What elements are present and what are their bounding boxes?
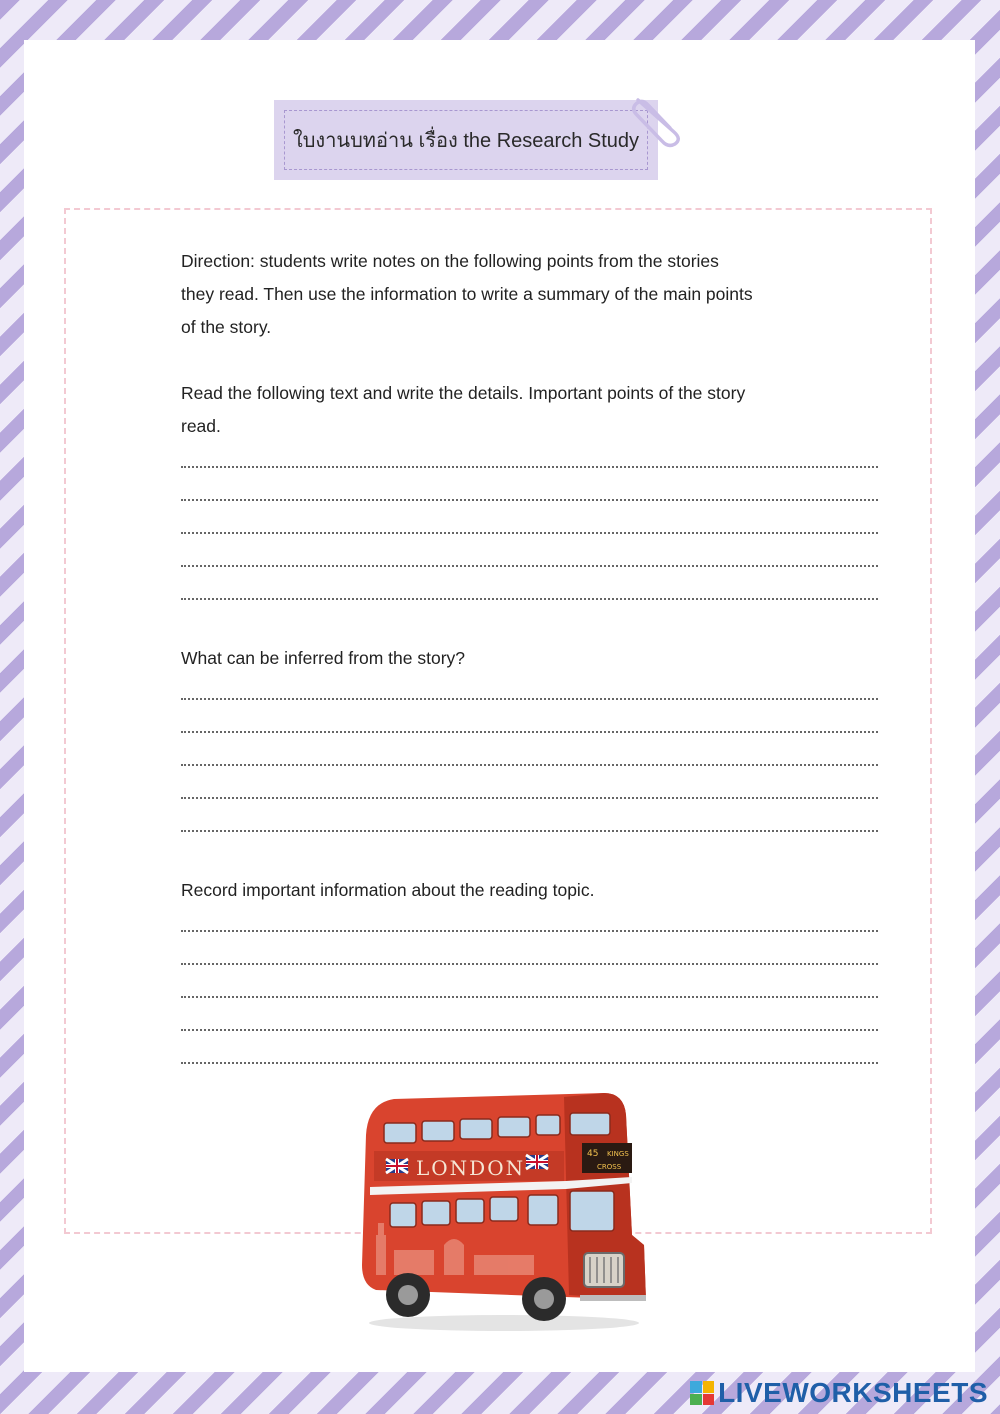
- paperclip-icon: [630, 92, 690, 148]
- section-1-prompt: Read the following text and write the details. Important points of the story: [181, 383, 746, 403]
- answer-line[interactable]: [181, 942, 878, 975]
- section-2-answer-lines: [181, 677, 878, 842]
- bus-sign: LONDON: [416, 1156, 526, 1180]
- answer-line[interactable]: [181, 1041, 878, 1074]
- answer-line[interactable]: [181, 776, 878, 809]
- page-title: ใบงานบทอ่าน เรื่อง the Research Study: [284, 110, 648, 170]
- answer-line[interactable]: [181, 809, 878, 842]
- answer-line[interactable]: [181, 677, 878, 710]
- section-3-answer-lines: [181, 909, 878, 1074]
- direction-line: of the story.: [181, 317, 272, 337]
- answer-line[interactable]: [181, 445, 878, 478]
- answer-line[interactable]: [181, 909, 878, 942]
- answer-line[interactable]: [181, 544, 878, 577]
- bus-route-number: 45: [587, 1149, 599, 1159]
- answer-line[interactable]: [181, 710, 878, 743]
- liveworksheets-logo-icon: [690, 1381, 714, 1405]
- bus-destination: CROSS: [597, 1163, 622, 1171]
- section-1-prompt-cont: read.: [181, 416, 221, 436]
- worksheet-page: [24, 40, 975, 1372]
- section-1-answer-lines: [181, 445, 878, 610]
- london-bus-illustration: [354, 1085, 654, 1335]
- section-3-prompt: Record important information about the reading topic.: [181, 880, 595, 900]
- bus-destination: KINGS: [607, 1150, 629, 1158]
- worksheet-content: [181, 245, 878, 1074]
- direction-line: they read. Then use the information to write a summary of the main points: [181, 284, 753, 304]
- section-2-prompt: What can be inferred from the story?: [181, 648, 466, 668]
- answer-line[interactable]: [181, 975, 878, 1008]
- answer-line[interactable]: [181, 577, 878, 610]
- answer-line[interactable]: [181, 743, 878, 776]
- direction-text: [181, 245, 878, 344]
- answer-line[interactable]: [181, 478, 878, 511]
- direction-line: Direction: students write notes on the following points from the stories: [181, 251, 719, 271]
- title-box: [274, 100, 658, 180]
- liveworksheets-logo: [690, 1378, 988, 1408]
- brand-name: LIVEWORKSHEETS: [718, 1377, 988, 1408]
- answer-line[interactable]: [181, 511, 878, 544]
- answer-line[interactable]: [181, 1008, 878, 1041]
